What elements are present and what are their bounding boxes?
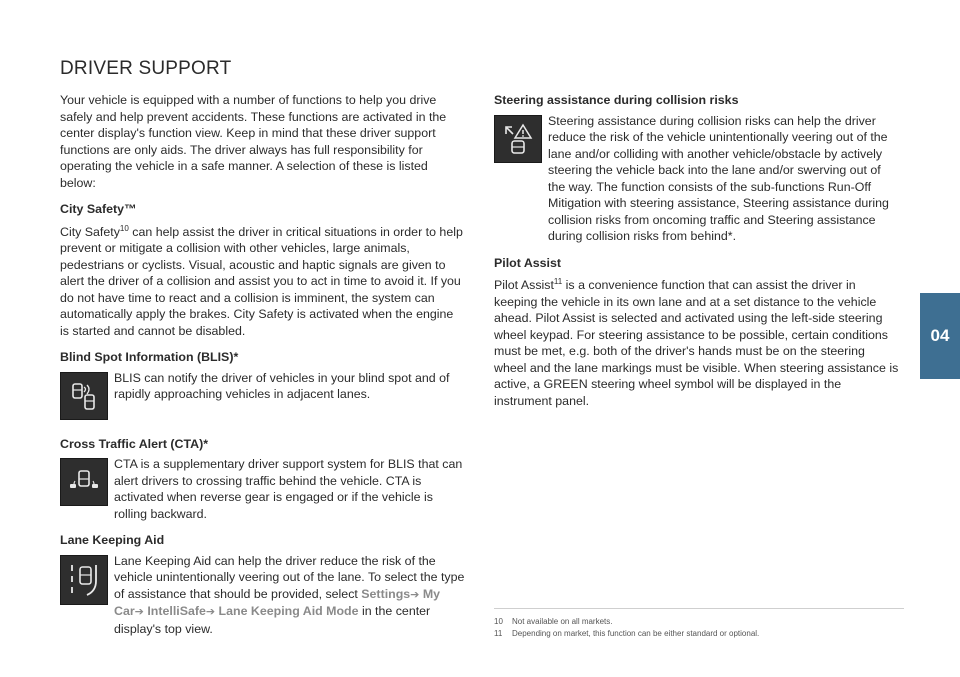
cta-text: CTA is a supplementary driver support system for BLIS that can alert drivers to crossing traffic behind the vehicle. CTA is activated when reverse gear is engaged or if the vehicle is rolling backward. (114, 457, 463, 521)
cta-heading: Cross Traffic Alert (CTA)* (60, 436, 209, 451)
lane-keeping-heading: Lane Keeping Aid (60, 533, 165, 547)
arrow-right-icon: ➔ (205, 606, 216, 618)
arrow-right-icon: ➔ (134, 606, 144, 618)
city-safety-body: can help assist the driver in critical situations in order to help prevent or mitigate a collision with other vehicles, large animals, pedestrians or cyclists. Visual, acoustic and haptic signals are given to alert the driver of a collision and assist you to act in time to avoid it. If you do not have time to react and a collision is imminent, the system can automatically apply the brakes. City Safety is activated when the engine is started and cannot be disabled. (60, 224, 463, 338)
lane-keeping-body-after: in the center display's top view. (114, 604, 431, 636)
menu-settings: Settings (361, 586, 411, 601)
footnote-text: Not available on all markets. (512, 617, 613, 626)
city-safety-paragraph (60, 224, 465, 340)
pilot-assist-body: is a convenience function that can assist the driver in keeping the vehicle in its own lane and at a set distance to the vehicle ahead. Pilot Assist is selected and activated using the left-side steering wheel keypad. For steering assistance to be possible, certain conditions must be met, e.g. both of the driver's hands must be on the steering wheel and the lane markings must be visible. When steering assistance is active, a GREEN steering wheel symbol will be displayed in the instrument panel. (494, 278, 899, 408)
menu-intellisafe: IntelliSafe (147, 604, 206, 618)
cta-icon (60, 458, 108, 506)
arrow-right-icon: ➔ (410, 588, 420, 601)
footnote-ref-11[interactable]: 11 (553, 276, 563, 286)
lane-keeping-icon (60, 555, 108, 605)
lane-keeping-body-before: Lane Keeping Aid can help the driver reduce the risk of the vehicle unintentionally veering out of the lane. To select the type of assistance that should be provided, select (114, 553, 465, 601)
steering-assist-icon (494, 115, 542, 163)
steering-assist-heading: Steering assistance during collision risks (494, 93, 739, 107)
lane-keeping-block (60, 553, 465, 638)
steering-assist-text: Steering assistance during collision risks can help the driver reduce the risk of the vehicle unintentionally veering out of the lane and/or colliding with another vehicle/obstacle by actively steering the vehicle back into the lane and/or swerving out of the way. The function consists of the sub-functions Run-Off Mitigation with steering assistance, Steering assistance during collision risks from oncoming traffic and Steering assistance during collision risks from behind*. (548, 113, 889, 243)
section-tab[interactable] (920, 293, 960, 379)
footnote-ref-10[interactable]: 10 (119, 223, 129, 233)
footnotes (494, 608, 904, 640)
footnote-text: Depending on market, this function can be either standard or optional. (512, 629, 760, 638)
blis-text: BLIS can notify the driver of vehicles in your blind spot and of rapidly approaching vehicles in adjacent lanes. (114, 370, 450, 401)
footnote-number: 11 (494, 629, 503, 638)
section-tab-label: 04 (930, 326, 950, 345)
left-column (60, 92, 465, 637)
blis-heading: Blind Spot Information (BLIS)* (60, 350, 239, 364)
menu-lane-keeping-aid-mode: Lane Keeping Aid Mode (218, 604, 359, 618)
blis-block (60, 370, 465, 420)
blis-icon (60, 372, 108, 420)
right-column (494, 92, 899, 409)
city-safety-lead: City Safety (60, 224, 120, 239)
pilot-assist-lead: Pilot Assist (494, 278, 554, 292)
pilot-assist-heading: Pilot Assist (494, 255, 562, 270)
steering-assist-block (494, 113, 899, 245)
footnote-number: 10 (494, 617, 503, 626)
cta-block (60, 456, 465, 522)
menu-my-car: My Car (114, 586, 441, 618)
footnote-10 (494, 616, 904, 628)
lane-keeping-text (114, 553, 465, 638)
intro-paragraph: Your vehicle is equipped with a number of functions to help you drive safely and help prevent accidents. These functions are activated in the center display's function view. Keep in mind that these driver support functions are only aids. The driver always has full responsibility for operating the vehicle in a safe manner. A selection of these is listed below: (60, 93, 447, 190)
city-safety-heading: City Safety™ (60, 202, 137, 216)
page-title: DRIVER SUPPORT (60, 58, 232, 79)
pilot-assist-paragraph (494, 277, 899, 409)
footnote-11 (494, 628, 904, 640)
